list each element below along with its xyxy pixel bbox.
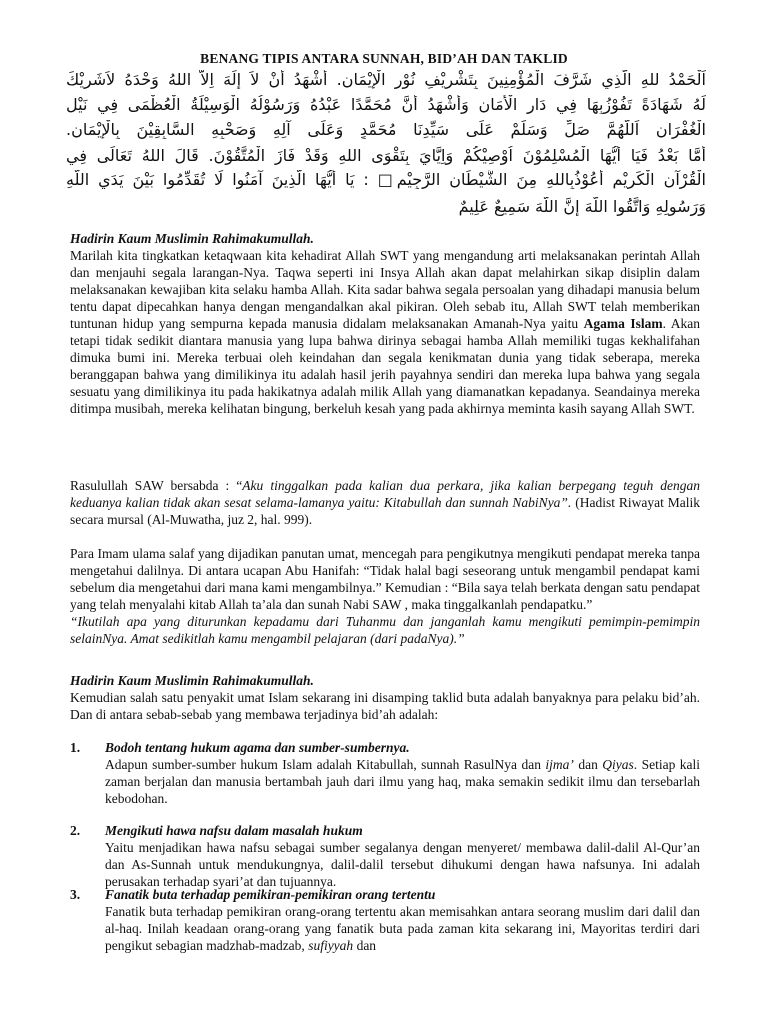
section-1-heading: Hadirin Kaum Muslimin Rahimakumullah.: [70, 231, 314, 246]
item-1-text-b: dan: [573, 757, 603, 772]
list-item-heading: Bodoh tentang hukum agama dan sumber-sumbernya.: [105, 740, 410, 755]
document-title: BENANG TIPIS ANTARA SUNNAH, BID’AH DAN TAKLID: [200, 51, 568, 66]
section-2-heading: Hadirin Kaum Muslimin Rahimakumullah.: [70, 673, 314, 688]
quran-quote: “Ikutilah apa yang diturunkan kepadamu dari Tuhanmu dan janganlah kamu mengikuti pemimpin-pemimpin selainNya. Amat sedikitlah kamu mengambil pelajaran (dari padaNya).”: [70, 614, 700, 646]
section-2: [70, 672, 700, 723]
list-item-number: 1.: [70, 740, 81, 755]
paragraph-2-text-a: Rasulullah SAW bersabda : “: [70, 478, 243, 493]
item-1-text-c: . Setiap kali zaman berjalan dan manusia bertambah jauh dari ilmu yang haq, maka semakin sedikit ilmu dan tersebarlah kebodohan.: [105, 757, 700, 806]
paragraph-1-text-a: Marilah kita tingkatkan ketaqwaan kita kehadirat Allah SWT yang mengandung arti melaksanakan perintah Allah dan menjauhi segala larangan-Nya. Taqwa seperti ini Insya Allah akan dapat melahirkan sikap disiplin dalam melaksanakan kewajiban kita selaku hamba Allah. Kita sadar bahwa segala persoalan yang dihadapi manusia belum tentu dapat dipecahkan hanya dengan mengandalkan akal pikiran. Oleh sebab itu, Allah SWT telah memberikan tuntunan hidup yang sempurna kepada manusia didalam melaksanakan Amanah-Nya yaitu: [70, 248, 700, 331]
list-item-body: Yaitu menjadikan hawa nafsu sebagai sumber segalanya dengan menyeret/ membawa dalil-dalil Al-Qur’an dan As-Sunnah untuk mendukungnya, dalil-dalil tersebut dihukumi dengan hawa nafsunya. Ini adalah perusakan terhadap syari’at dan tujuannya.: [105, 840, 700, 889]
arabic-line-3: الْغُفْرَانِ اَللَّهُمَّ صَلِّ وَسَلِّمْ عَلَى سَيِّدِنَا مُحَمَّدٍ وَعَلَى آلِهِ وَصَحْبِهِ السَّابِقِيْنَ بِالْإِيْمَانِ.: [66, 120, 706, 139]
item-3-sufiyyah: sufiyyah: [308, 938, 354, 953]
paragraph-1: [70, 247, 700, 417]
list-item-heading: Mengikuti hawa nafsu dalam masalah hukum: [105, 823, 363, 838]
arabic-line-5: الْقُرْآنِ الْكَرِيْمِ أَعُوْذُبِاللهِ مِنَ الشَّيْطَانِ الرَّجِيْمِ□ : يَا أَيُّهَا الَّذِينَ آمَنُوا لَا تُقَدِّمُوا بَيْنَ يَدَيِ اللَّهِ: [66, 170, 706, 189]
item-3-text-b: dan: [353, 938, 377, 953]
arabic-line-2: لَهُ شَهَادَةً تَفُوْزُبِهَا فِي دَارِ الْأَمَانِ وَأَشْهَدُ أَنَّ مُحَمَّدًا عَبْدُهُ وَرَسُوْلُهُ الْوَسِيْلَةُ الْعُظْمَى فِي نَيْلِ: [66, 95, 706, 114]
arabic-line-6: وَرَسُولِهِ وَاتَّقُوا اللَّهَ إِنَّ اللَّهَ سَمِيعٌ عَلِيمٌ: [458, 197, 706, 216]
item-3-text-a: Fanatik buta terhadap pemikiran orang-orang tertentu akan memisahkan antara seorang muslim dari dalil dan al-haq. Inilah keadaan orang-orang yang fanatik buta pada zaman kita sekarang ini, Mayoritas terdiri dari pengikut sebagian madzhab-madzab,: [105, 904, 700, 953]
list-item-heading: Fanatik buta terhadap pemikiran-pemikiran orang tertentu: [105, 887, 436, 902]
paragraph-2: [70, 477, 700, 528]
arabic-line-4: أَمَّا بَعْدُ فَيَا أَيُّهَا الْمُسْلِمُوْنَ اُوْصِيْكُمْ وَاِيَّايَ بِتَقْوَى اللهِ وَقَدْ فَازَ الْمُتَّقُوْنَ. قَالَ اللهُ تَعَالَى فِي: [66, 146, 706, 165]
section-1: [70, 230, 700, 417]
arabic-line-1: اَلْحَمْدُ للهِ الَّذِي شَرَّفَ الْمُؤْمِنِينَ بِتَشْرِيْفِ نُوْرِ الْإِيْمَانِ. أَشْهَدُ أَنْ لاَ إِلَهَ اِلاَّ اللهُ وَحْدَهُ لاَشَرِيْكَ: [66, 70, 706, 89]
item-1-ijma: ijma’: [545, 757, 574, 772]
item-1-qiyas: Qiyas: [602, 757, 634, 772]
paragraph-3: Para Imam ulama salaf yang dijadikan panutan umat, mencegah para pengikutnya mengikuti pendapat mereka tanpa mengetahui dalilnya. Di antara ucapan Abu Hanifah: “Tidak halal bagi seseorang untuk mengambil pendapat kami sebelum dia mengetahui dari mana kami mengambilnya.” Kemudian : “Bila saya telah berkata dengan satu pendapat yang telah menyalahi kitab Allah ta’ala dan sunah Nabi SAW , maka tinggalkanlah pendapatku.”: [70, 546, 700, 612]
list-item-body: [105, 903, 700, 954]
paragraph-2-text-b: (Hadist Riwayat Malik secara mursal (Al-Muwatha, juz 2, hal. 999).: [70, 495, 701, 527]
list-item-body: [105, 756, 700, 807]
paragraph-1-text-b: . Akan tetapi tidak sedikit diantara manusia yang lupa bahwa dirinya sebagai hamba Allah memiliki tugas kekhalifahan dimuka bumi ini. Mereka terbuai oleh keindahan dan segala kenikmatan dunia yang tidak seberapa, mereka beranggapan bahwa yang dimilikinya itu adalah hasil jerih payahnya sendiri dan mereka lupa bahwa yang segala sesuatu yang dimilikinya itu pada hakikatnya adalah milik Allah yang diamanatkan kepadanya. Seandainya mereka ditimpa musibah, mereka kelihatan bingung, berkeluh kesah yang pada akhirnya meminta kasih sayang Allah SWT.: [70, 316, 701, 416]
item-1-text-a: Adapun sumber-sumber hukum Islam adalah Kitabullah, sunnah RasulNya dan: [105, 757, 546, 772]
agama-islam-bold: Agama Islam: [583, 316, 663, 331]
list-item-number: 3.: [70, 887, 81, 902]
section-2-intro: Kemudian salah satu penyakit umat Islam sekarang ini disamping taklid buta adalah banyaknya para pelaku bid’ah. Dan di antara sebab-sebab yang membawa terjadinya bid’ah adalah:: [70, 690, 700, 722]
hadith-paragraph: [70, 477, 700, 528]
list-item-number: 2.: [70, 823, 81, 838]
hadith-quote: Aku tinggalkan pada kalian dua perkara, jika kalian berpegang teguh dengan keduanya kalian tidak akan sesat selama-lamanya yaitu: Kitabullah dan sunnah NabiNya”.: [70, 478, 700, 510]
paragraph-4: [70, 613, 700, 647]
imam-paragraph: [70, 545, 700, 647]
